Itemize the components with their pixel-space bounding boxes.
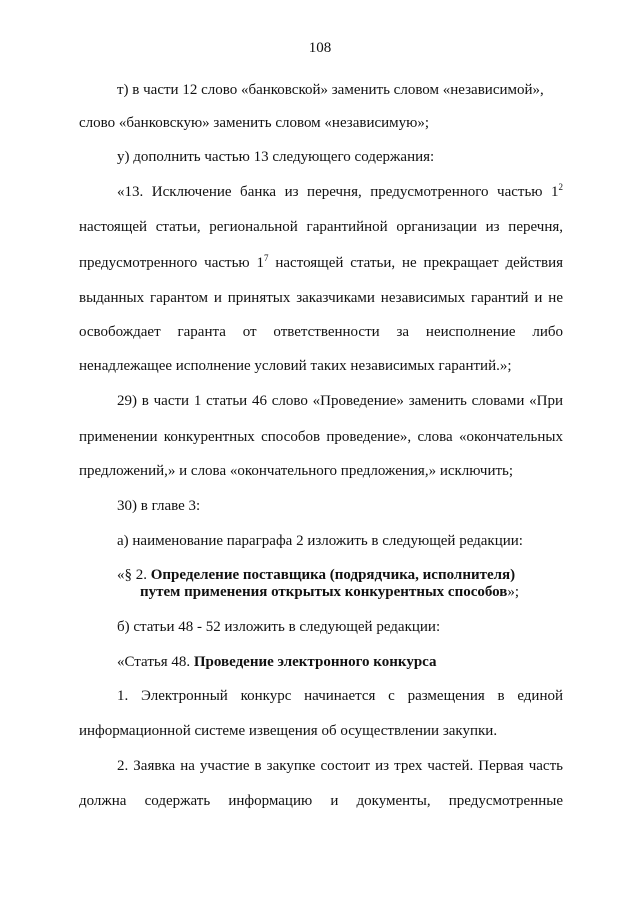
text-line: предусмотренного частью $1^7$ настоящей статьи, не прекращает действия [79, 253, 563, 271]
text-line: слово «банковскую» заменить словом «независимую»; [79, 115, 430, 131]
text-line: «13. Исключение банка из перечня, предусмотренного частью $1^2$ [117, 182, 563, 200]
text-line: ненадлежащее исполнение условий таких независимых гарантий.»; [79, 358, 512, 374]
text-line: выданных гарантом и принятых заказчиками независимых гарантий и не [79, 290, 563, 306]
section-heading: путем применения открытых конкурентных способов [140, 584, 508, 600]
text-line: б) статьи 48 - 52 изложить в следующей редакции: [117, 619, 441, 635]
text-line: информационной системе извещения об осуществлении закупки. [79, 723, 498, 739]
text-line: предложений,» и слова «окончательного предложения,» исключить; [79, 463, 514, 479]
article-heading: Проведение электронного конкурса [193, 654, 437, 670]
text-line: т) в части 12 слово «банковской» заменить словом «независимой», [117, 82, 544, 98]
text-line: 29) в части 1 статьи 46 слово «Проведение» заменить словами «При [117, 393, 563, 409]
text-line: а) наименование параграфа 2 изложить в следующей редакции: [117, 533, 523, 549]
superscript: 7 [264, 253, 269, 263]
text-line: у) дополнить частью 13 следующего содержания: [117, 149, 435, 165]
text-line: «§ 2. Определение поставщика (подрядчика, исполнителя) [117, 567, 516, 583]
text-line: путем применения открытых конкурентных способов»; [140, 584, 520, 600]
text-line: 30) в главе 3: [117, 498, 201, 514]
text-line: 2. Заявка на участие в закупке состоит из трех частей. Первая часть [117, 758, 563, 774]
text-line: освобождает гаранта от ответственности за неисполнение либо [79, 324, 563, 340]
text-line: настоящей статьи, региональной гарантийной организации из перечня, [79, 219, 563, 235]
superscript: 2 [558, 182, 563, 192]
section-heading: Определение поставщика (подрядчика, исполнителя) [150, 567, 516, 583]
page-number: 108 [308, 40, 332, 56]
text-line: 1. Электронный конкурс начинается с размещения в единой [117, 688, 563, 704]
text-line: должна содержать информацию и документы, предусмотренные [79, 793, 563, 809]
text-line: применении конкурентных способов проведение», слова «окончательных [79, 429, 563, 445]
text-line: «Статья 48. Проведение электронного конкурса [117, 654, 437, 670]
